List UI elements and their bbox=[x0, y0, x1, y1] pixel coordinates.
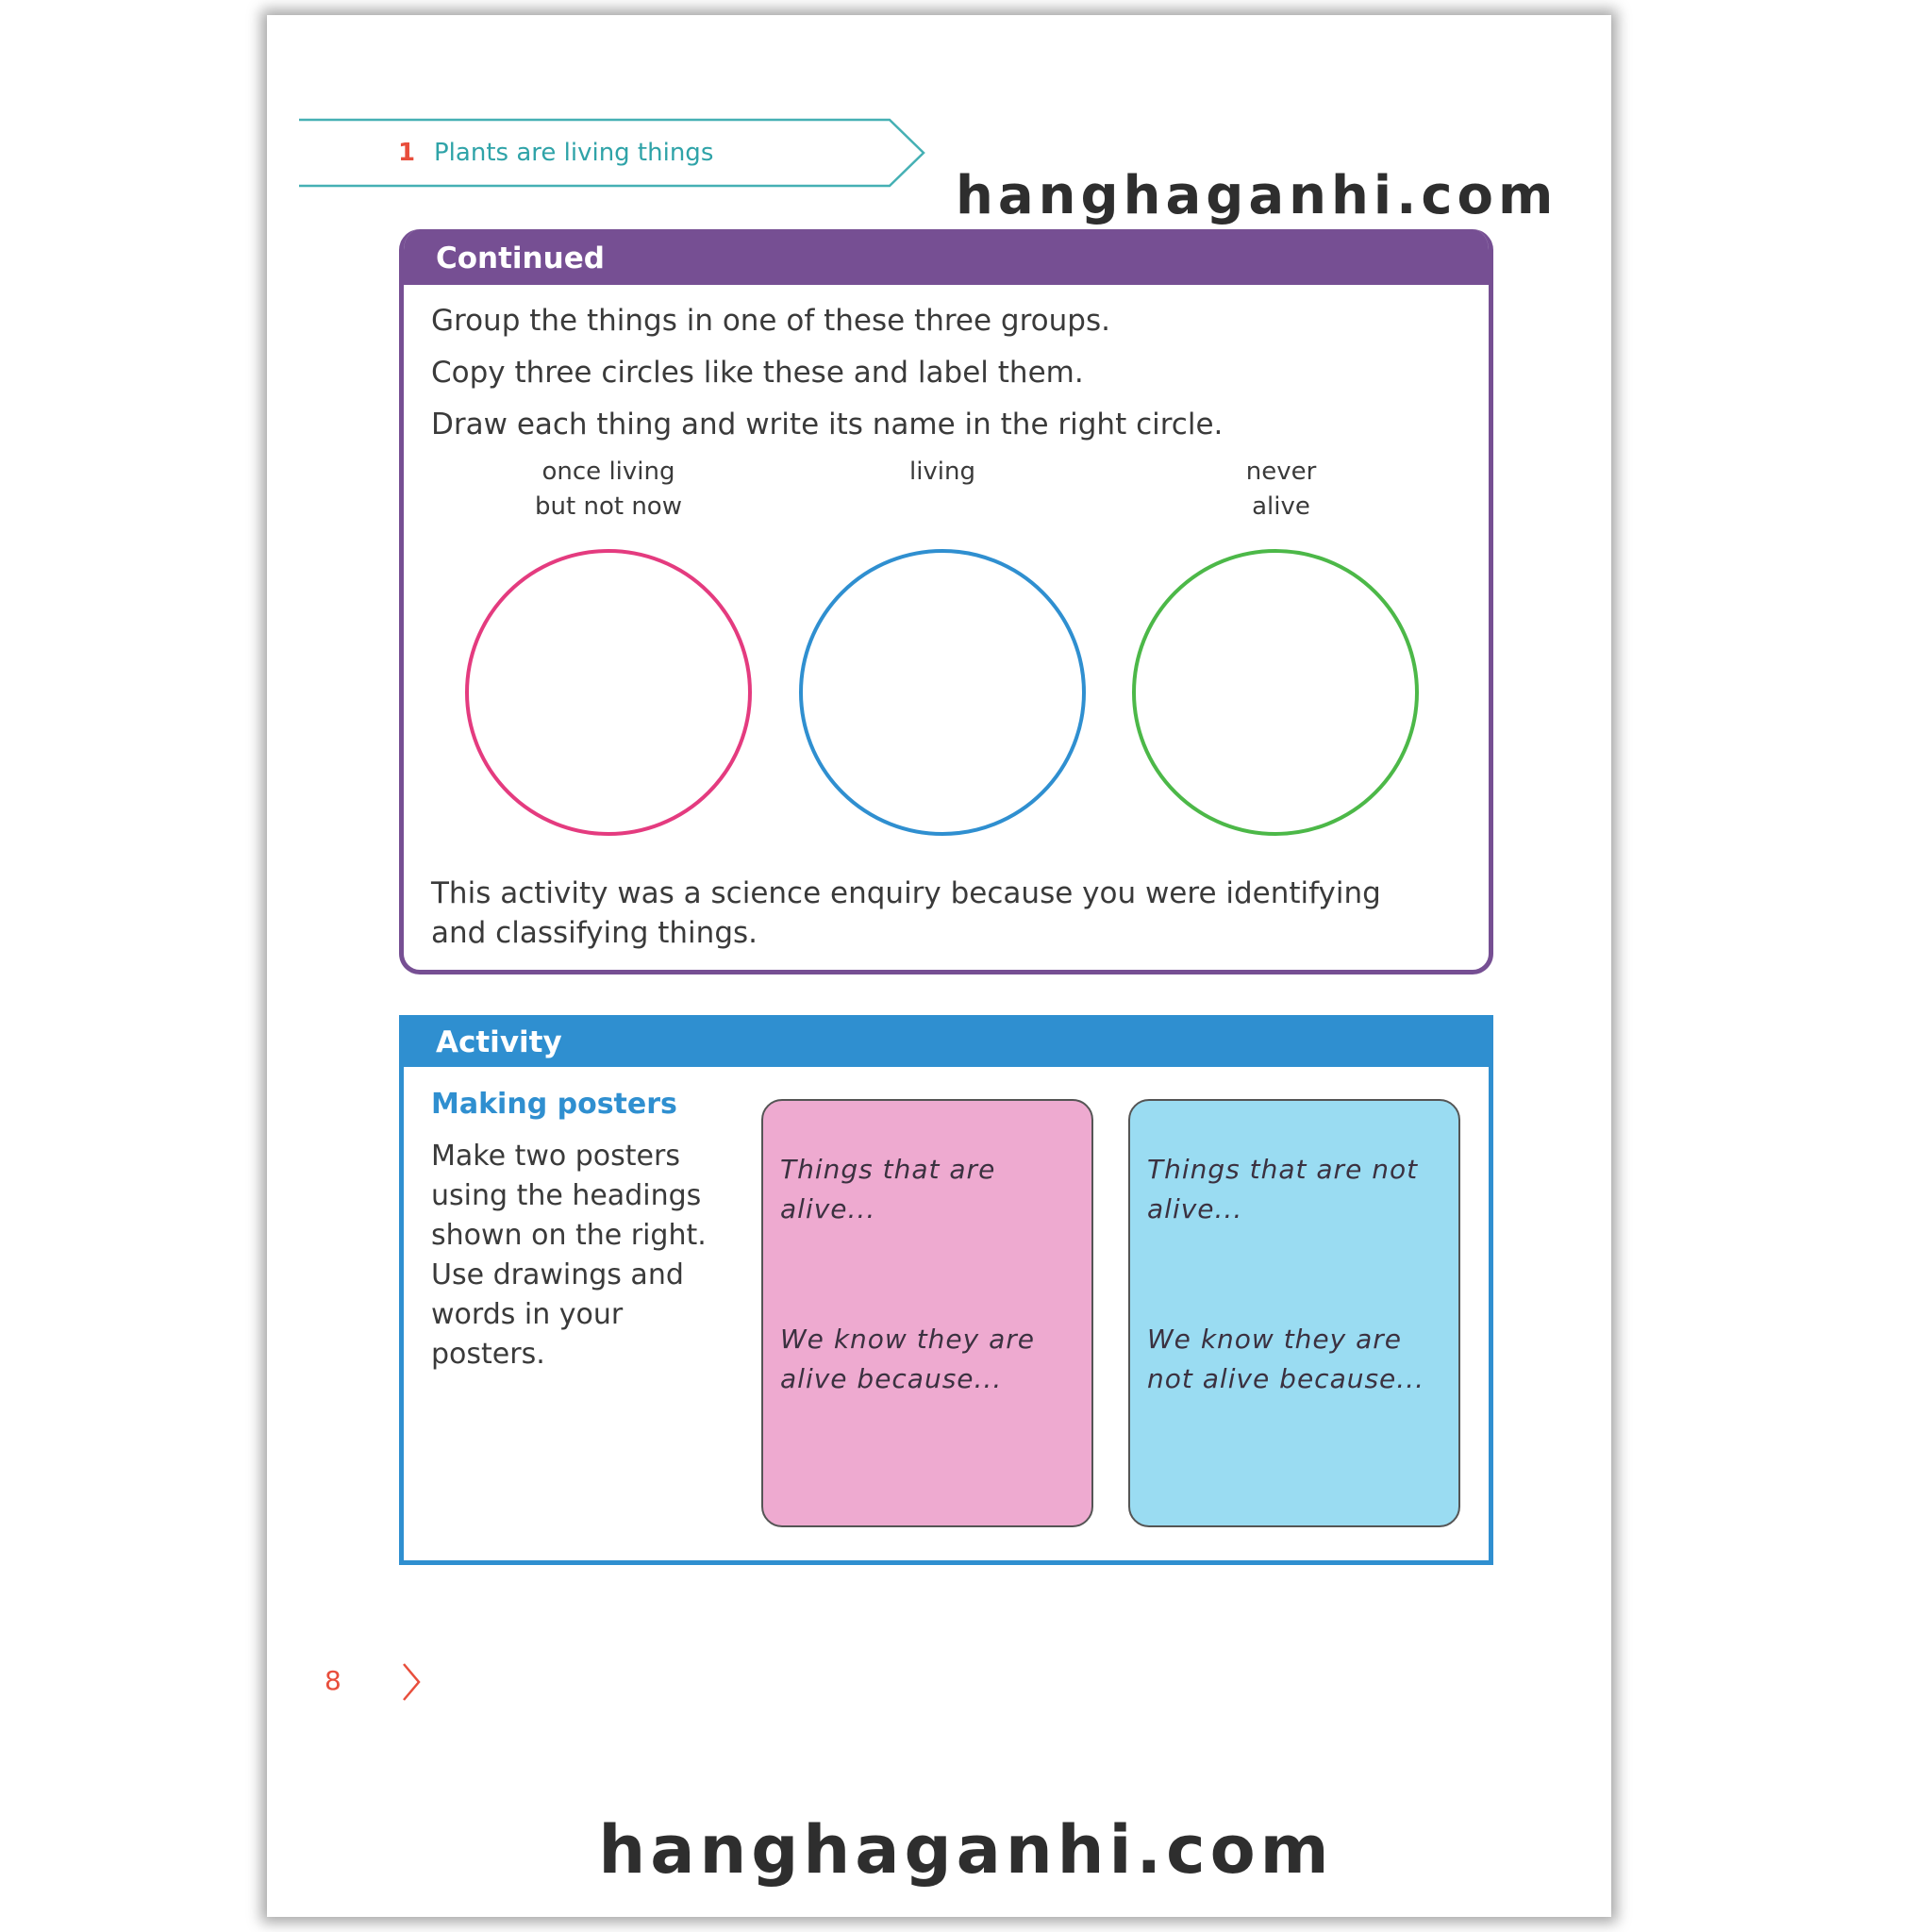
instruction-line: Group the things in one of these three groups. bbox=[431, 304, 1110, 338]
activity-instructions: Make two posters using the headings shown on the right. Use drawings and words in your posters. bbox=[431, 1140, 707, 1371]
circle-label-living: living bbox=[908, 458, 976, 486]
chevron-right-icon bbox=[400, 1662, 423, 1702]
activity-subtitle: Making posters bbox=[431, 1088, 677, 1121]
circle-label-once-living: once living but not now bbox=[535, 458, 682, 521]
activity-title: Activity bbox=[404, 1015, 1489, 1067]
poster-not-alive bbox=[1128, 1099, 1460, 1527]
chapter-number: 1 bbox=[398, 139, 416, 167]
poster-reason: We know they are not alive because... bbox=[1147, 1324, 1424, 1394]
continued-title: Continued bbox=[404, 229, 1489, 285]
poster-alive bbox=[761, 1099, 1093, 1527]
grouping-circles bbox=[0, 0, 1932, 943]
instruction-line: Draw each thing and write its name in the right circle. bbox=[431, 408, 1224, 441]
watermark-bottom: hanghaganhi.com bbox=[598, 1811, 1334, 1889]
poster-reason: We know they are alive because... bbox=[780, 1324, 1036, 1394]
circle-once-living bbox=[467, 551, 750, 834]
page-number: 8 bbox=[325, 1665, 341, 1696]
instruction-line: Copy three circles like these and label them. bbox=[431, 356, 1084, 390]
chapter-title: Plants are living things bbox=[434, 139, 714, 167]
circle-never-alive bbox=[1134, 551, 1417, 834]
poster-heading: Things that are alive... bbox=[780, 1154, 996, 1224]
enquiry-note: This activity was a science enquiry because you were identifying bbox=[431, 876, 1381, 910]
enquiry-note: and classifying things. bbox=[431, 916, 758, 950]
circle-living bbox=[801, 551, 1084, 834]
watermark-top: hanghaganhi.com bbox=[956, 165, 1558, 226]
circle-label-never-alive: never alive bbox=[1245, 458, 1317, 521]
poster-heading: Things that are not alive... bbox=[1147, 1154, 1419, 1224]
